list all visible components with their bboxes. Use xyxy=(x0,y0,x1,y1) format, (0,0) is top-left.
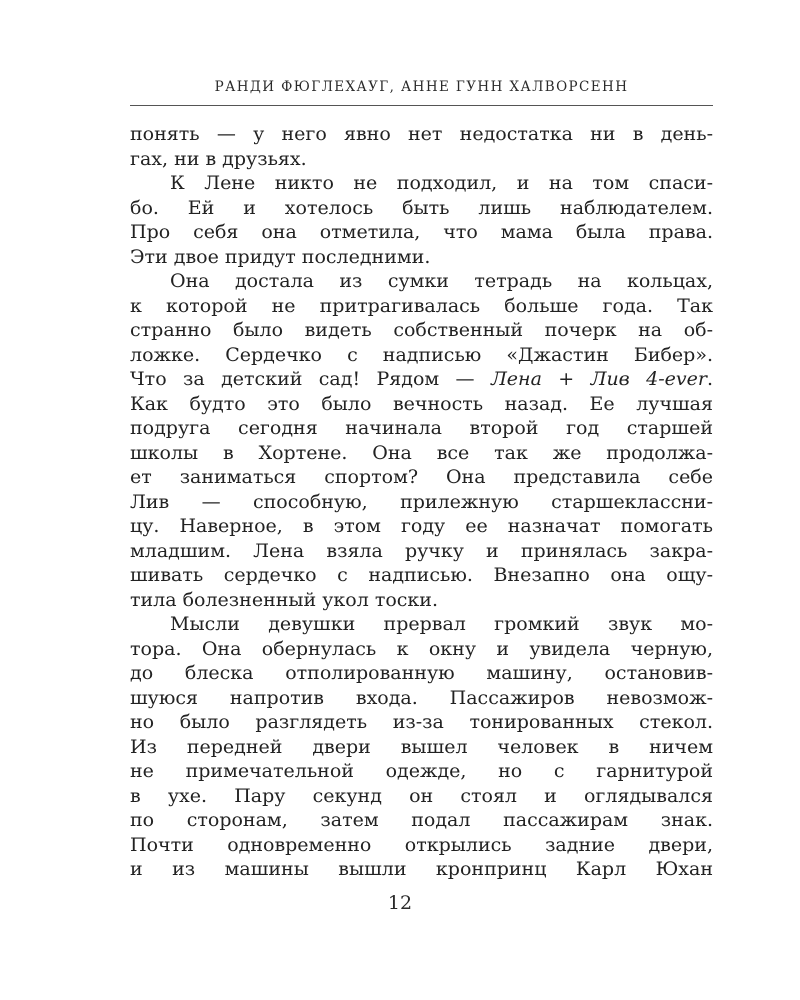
text-segment: ет заниматься спортом? Она представила себе xyxy=(130,466,713,488)
text-segment: до блеска отполированную машину, остановив- xyxy=(130,662,713,684)
text-segment: понять — у него явно нет недостатка ни в день- xyxy=(130,123,713,145)
text-segment: Мысли девушки прервал громкий звук мо- xyxy=(170,613,713,635)
text-line xyxy=(130,490,713,515)
text-segment: школы в Хортене. Она все так же продолжа- xyxy=(130,441,713,464)
text-line xyxy=(130,441,713,466)
text-line xyxy=(130,171,713,196)
text-segment: по сторонам, затем подал пассажирам знак. xyxy=(130,809,713,831)
text-segment: Она достала из сумки тетрадь на кольцах, xyxy=(170,270,713,292)
text-line xyxy=(130,343,713,368)
text-segment: Почти одновременно открылись задние двери, xyxy=(130,833,713,856)
text-line xyxy=(130,392,713,417)
text-line xyxy=(130,637,713,662)
text-segment: Как будто это было вечность назад. Ее лучшая xyxy=(130,392,713,415)
text-segment: не примечательной одежде, но с гарнитурой xyxy=(130,760,713,782)
text-segment: Что за детский сад! Рядом — xyxy=(130,368,491,390)
text-line xyxy=(130,686,713,711)
text-line xyxy=(130,808,713,833)
text-segment: Эти двое придут последними. xyxy=(130,245,431,268)
text-segment: Про себя она отметила, что мама была права. xyxy=(130,221,713,243)
text-line xyxy=(130,759,713,784)
text-line xyxy=(130,735,713,760)
text-segment: гах, ни в друзьях. xyxy=(130,147,307,170)
text-segment: К Лене никто не подходил, и на том спаси- xyxy=(170,172,713,194)
text-segment: шуюся напротив входа. Пассажиров невозмож- xyxy=(130,686,713,709)
text-line xyxy=(130,318,713,343)
text-line xyxy=(130,465,713,490)
text-segment: и из машины вышли кронпринц Карл Юхан xyxy=(130,858,713,880)
text-segment: тора. Она обернулась к окну и увидела черную, xyxy=(130,637,713,660)
text-line xyxy=(130,147,713,172)
page-number: 12 xyxy=(387,892,413,914)
text-line xyxy=(130,539,713,564)
text-line xyxy=(130,588,713,613)
text-segment: бо. Ей и хотелось быть лишь наблюдателем. xyxy=(130,196,713,219)
text-segment: цу. Наверное, в этом году ее назначат помогать xyxy=(130,515,713,537)
text-line xyxy=(130,784,713,809)
text-line xyxy=(130,710,713,735)
running-header: РАНДИ ФЮГЛЕХАУГ, АННЕ ГУНН ХАЛВОРСЕНН xyxy=(214,79,629,95)
text-segment: младшим. Лена взяла ручку и принялась закра- xyxy=(130,539,713,562)
text-segment: ложке. Сердечко с надписью «Джастин Бибер». xyxy=(130,343,713,366)
text-segment: но было разглядеть из-за тонированных стекол. xyxy=(130,711,713,733)
italic-text-segment: Лена + Лив 4-ever xyxy=(490,368,707,390)
text-line xyxy=(130,220,713,245)
text-segment: шивать сердечко с надписью. Внезапно она ощу- xyxy=(130,564,713,586)
text-segment: . xyxy=(706,368,713,390)
text-line xyxy=(130,612,713,637)
text-line xyxy=(130,833,713,858)
text-segment: подруга сегодня начинала второй год старшей xyxy=(130,417,713,439)
text-line xyxy=(130,269,713,294)
text-line xyxy=(130,367,713,392)
text-line xyxy=(130,857,713,882)
text-line xyxy=(130,122,713,147)
text-line xyxy=(130,245,713,270)
text-line xyxy=(130,661,713,686)
text-line xyxy=(130,514,713,539)
text-line xyxy=(130,294,713,319)
header-divider xyxy=(130,105,713,106)
text-segment: в ухе. Пару секунд он стоял и оглядывался xyxy=(130,784,713,807)
text-line xyxy=(130,416,713,441)
text-segment: странно было видеть собственный почерк на об- xyxy=(130,319,713,341)
body-text xyxy=(130,122,713,882)
text-line xyxy=(130,196,713,221)
text-line xyxy=(130,563,713,588)
text-segment: Лив — способную, прилежную старшеклассни- xyxy=(130,490,713,513)
text-segment: Из передней двери вышел человек в ничем xyxy=(130,735,713,758)
text-segment: тила болезненный укол тоски. xyxy=(130,588,438,611)
text-segment: к которой не притрагивалась больше года. Так xyxy=(130,294,713,317)
